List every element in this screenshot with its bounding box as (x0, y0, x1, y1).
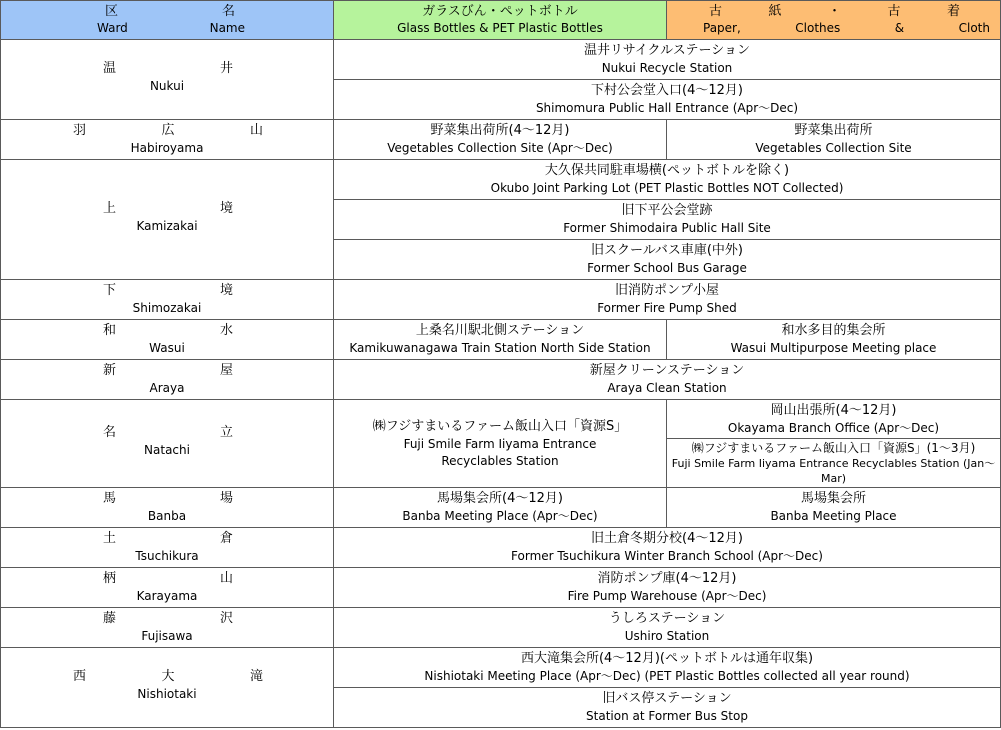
ward-ja-char: 山 (249, 123, 263, 138)
ward-cell-kamizakai (1, 160, 334, 280)
ward-ja-char: 温 (103, 61, 117, 76)
ward-cell-natachi (1, 400, 334, 488)
header-paper-ja-5: 着 (946, 4, 960, 19)
site-cell (334, 608, 1001, 648)
site-en: Kamikuwanagawa Train Station North Side Station (349, 341, 651, 355)
ward-cell-banba (1, 488, 334, 528)
header-row (1, 1, 1001, 40)
site-ja: 旧消防ポンプ小屋 (614, 283, 719, 298)
site-en: Fire Pump Warehouse (Apr～Dec) (567, 589, 767, 603)
header-glass-ja: ガラスびん・ペットボトル (422, 4, 578, 19)
ward-ja-char: 滝 (249, 669, 263, 684)
site-en: Nishiotaki Meeting Place (Apr～Dec) (PET Plastic Bottles collected all year round) (424, 669, 910, 683)
site-cell (334, 80, 1001, 120)
site-en: Okubo Joint Parking Lot (PET Plastic Bottles NOT Collected) (490, 181, 844, 195)
site-en: Vegetables Collection Site (755, 141, 912, 155)
table-row (1, 280, 1001, 320)
ward-ja-char: 屋 (219, 363, 233, 378)
ward-ja-char: 下 (103, 283, 117, 298)
site-cell (334, 200, 1001, 240)
site-ja: 馬場集会所 (800, 491, 866, 506)
site-ja: うしろステーション (608, 611, 726, 626)
site-ja: 西大滝集会所(4～12月)(ペットボトルは通年収集) (520, 651, 814, 666)
header-ward (1, 1, 334, 40)
glass-site-cell (334, 488, 667, 528)
ward-en: Shimozakai (132, 301, 202, 315)
table-row (1, 568, 1001, 608)
site-ja: 大久保共同駐車場横(ペットボトルを除く) (544, 163, 790, 178)
ward-en: Wasui (149, 341, 185, 355)
ward-ja-char: 井 (219, 61, 233, 76)
ward-cell-wasui (1, 320, 334, 360)
header-ward-en-1: Ward (97, 21, 128, 35)
paper-site-cell (667, 120, 1001, 160)
site-ja: 野菜集出荷所 (794, 123, 873, 138)
site-en: Former Fire Pump Shed (597, 301, 737, 315)
ward-ja-char: 広 (161, 123, 175, 138)
site-en: Vegetables Collection Site (Apr～Dec) (387, 141, 613, 155)
table-row (1, 320, 1001, 360)
table-row (1, 488, 1001, 528)
ward-en: Karayama (136, 589, 198, 603)
site-ja: ㈱フジすまいるファーム飯山入口「資源S」 (372, 418, 628, 434)
header-paper-ja-2: 紙 (768, 4, 782, 19)
ward-ja-char: 上 (103, 201, 117, 216)
site-en: Shimomura Public Hall Entrance (Apr～Dec) (535, 101, 799, 115)
ward-en: Tsuchikura (135, 549, 199, 563)
site-ja: 和水多目的集会所 (781, 323, 886, 338)
ward-ja-char: 大 (161, 669, 175, 684)
site-ja: 馬場集会所(4～12月) (437, 491, 563, 506)
ward-ja-char: 場 (219, 491, 233, 506)
site-cell (334, 280, 1001, 320)
glass-site-cell (334, 400, 667, 488)
site-ja: 上桑名川駅北側ステーション (415, 323, 585, 338)
site-ja: 新屋クリーンステーション (589, 363, 745, 378)
paper-site-cell (667, 400, 1001, 488)
table-row (1, 528, 1001, 568)
header-ward-ja-2: 名 (221, 4, 235, 19)
ward-cell-karayama (1, 568, 334, 608)
ward-ja-char: 境 (219, 201, 233, 216)
ward-en: Banba (147, 509, 187, 523)
paper-site-cell (667, 488, 1001, 528)
header-glass-en: Glass Bottles & PET Plastic Bottles (397, 21, 603, 35)
site-en: Banba Meeting Place (770, 509, 897, 523)
site-cell (334, 240, 1001, 280)
header-paper-en-4: Cloth (958, 21, 990, 35)
ward-cell-habiroyama (1, 120, 334, 160)
site-ja: 旧土倉冬期分校(4～12月) (591, 531, 743, 546)
ward-en: Natachi (144, 443, 190, 457)
ward-cell-nishiotaki (1, 648, 334, 728)
ward-en: Kamizakai (136, 219, 198, 233)
site-ja: 旧スクールバス車庫(中外) (591, 243, 743, 258)
site-en: Former Shimodaira Public Hall Site (563, 221, 771, 235)
header-paper-en-2: Clothes (795, 21, 841, 35)
ward-ja-char: 沢 (219, 611, 233, 626)
header-paper-ja-4: 古 (887, 4, 901, 19)
site-en: Fuji Smile Farm Iiyama Entrance Recyclables Station (403, 436, 597, 468)
ward-ja-char: 西 (73, 669, 87, 684)
site-en: Fuji Smile Farm Iiyama Entrance Recyclables Station (Jan～Mar) (671, 456, 996, 485)
ward-en: Araya (149, 381, 185, 395)
header-paper (667, 1, 1001, 40)
ward-en: Nukui (149, 79, 185, 93)
header-paper-ja-3: ・ (827, 4, 841, 19)
site-ja: 旧下平公会堂跡 (621, 203, 713, 218)
table-row (1, 360, 1001, 400)
ward-ja-char: 柄 (103, 571, 117, 586)
ward-ja-char: 新 (103, 363, 117, 378)
ward-ja-char: 境 (219, 283, 233, 298)
ward-en: Nishiotaki (137, 687, 197, 701)
ward-cell-shimozakai (1, 280, 334, 320)
paper-site-cell (667, 320, 1001, 360)
site-cell (334, 688, 1001, 728)
ward-en: Fujisawa (141, 629, 193, 643)
table-row (1, 400, 1001, 488)
ward-ja-char: 土 (103, 531, 117, 546)
header-ward-ja-1: 区 (105, 4, 119, 19)
ward-cell-nukui (1, 40, 334, 120)
table-row (1, 160, 1001, 200)
site-cell (334, 40, 1001, 80)
site-en: Nukui Recycle Station (601, 61, 733, 75)
table-row (1, 648, 1001, 688)
site-ja: 消防ポンプ庫(4～12月) (597, 571, 737, 586)
ward-en: Habiroyama (130, 141, 204, 155)
site-ja: 下村公会堂入口(4～12月) (591, 83, 743, 98)
header-paper-ja-1: 古 (709, 4, 723, 19)
site-en: Former School Bus Garage (587, 261, 747, 275)
site-ja: 温井リサイクルステーション (583, 43, 750, 58)
paper-subcell (667, 400, 1000, 439)
site-ja: 岡山出張所(4～12月) (770, 402, 897, 418)
ward-ja-char: 馬 (103, 491, 117, 506)
table-row (1, 40, 1001, 80)
site-ja: 野菜集出荷所(4～12月) (430, 123, 570, 138)
site-en: Wasui Multipurpose Meeting place (730, 341, 937, 355)
site-ja: ㈱フジすまいるファーム飯山入口「資源S」(1～3月) (691, 440, 976, 455)
site-cell (334, 160, 1001, 200)
table-row (1, 120, 1001, 160)
ward-cell-fujisawa (1, 608, 334, 648)
site-ja: 旧バス停ステーション (602, 691, 732, 706)
header-glass (334, 1, 667, 40)
header-paper-en-1: Paper, (703, 21, 741, 35)
site-en: Banba Meeting Place (Apr～Dec) (402, 509, 598, 523)
ward-ja-char: 藤 (103, 611, 117, 626)
glass-site-cell (334, 120, 667, 160)
ward-ja-char: 和 (103, 323, 117, 338)
table-row (1, 608, 1001, 648)
site-en: Station at Former Bus Stop (586, 709, 748, 723)
ward-cell-araya (1, 360, 334, 400)
site-cell (334, 648, 1001, 688)
paper-subcell (667, 439, 1000, 487)
site-en: Araya Clean Station (607, 381, 727, 395)
site-cell (334, 568, 1001, 608)
ward-ja-char: 水 (219, 323, 233, 338)
site-cell (334, 528, 1001, 568)
site-en: Former Tsuchikura Winter Branch School (Apr～Dec) (511, 549, 823, 563)
ward-ja-char: 羽 (73, 123, 87, 138)
ward-ja-char: 立 (219, 425, 233, 440)
site-cell (334, 360, 1001, 400)
site-en: Ushiro Station (624, 629, 710, 643)
glass-site-cell (334, 320, 667, 360)
ward-ja-char: 山 (219, 571, 233, 586)
header-ward-en-2: Name (209, 21, 245, 35)
site-en: Okayama Branch Office (Apr～Dec) (727, 420, 940, 435)
ward-ja-char: 名 (103, 425, 117, 440)
header-paper-en-3: & (894, 21, 905, 35)
ward-cell-tsuchikura (1, 528, 334, 568)
ward-ja-char: 倉 (219, 531, 233, 546)
